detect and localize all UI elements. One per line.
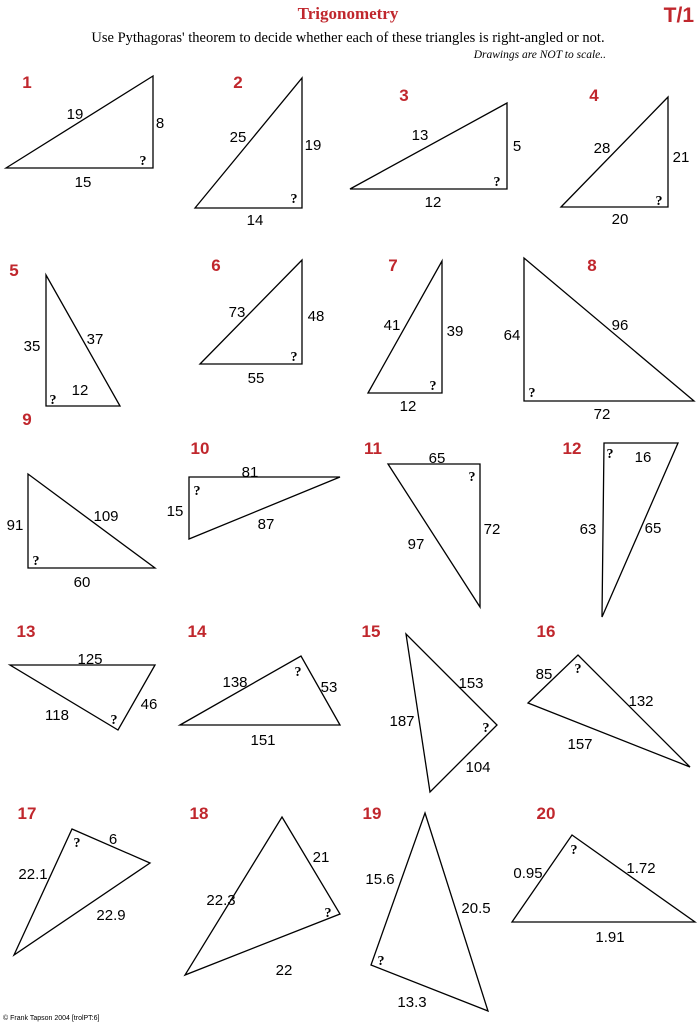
triangle-18 [185,804,340,979]
side-length-label: 16 [634,448,652,466]
angle-question-mark: ? [606,447,614,463]
triangle-number: 2 [233,73,243,92]
side-length-label: 109 [93,507,119,525]
angle-question-mark: ? [570,843,578,859]
triangle-7 [368,256,463,415]
triangle-number: 13 [16,622,36,641]
side-length-label: 65 [428,449,446,467]
side-length-label: 118 [45,706,69,724]
triangle-number: 9 [22,410,32,429]
triangle-shape [200,260,302,364]
side-length-label: 72 [593,405,611,423]
triangle-2 [195,73,321,229]
side-length-label: 22.3 [206,891,236,909]
triangle-shape [10,665,155,730]
triangle-14 [180,622,340,749]
triangle-number: 20 [536,804,556,823]
side-length-label: 12 [71,381,89,399]
side-length-label: 1.72 [626,859,656,877]
side-length-label: 53 [320,678,338,696]
side-length-label: 21 [672,148,690,166]
triangle-number: 11 [364,439,382,458]
side-length-label: 72 [483,520,501,538]
triangle-shape [350,103,507,189]
side-length-label: 55 [247,369,265,387]
side-length-label: 97 [407,535,425,553]
side-length-label: 81 [241,463,259,481]
triangle-20 [512,804,695,946]
triangle-shape [180,656,340,725]
side-length-label: 151 [250,731,276,749]
triangle-6 [200,256,324,387]
side-length-label: 138 [222,673,248,691]
angle-question-mark: ? [290,350,298,366]
instruction: Use Pythagoras' theorem to decide whether each of these triangles is right-angled or not. [91,30,605,46]
triangle-number: 15 [361,622,381,641]
side-length-label: 0.95 [513,864,543,882]
angle-question-mark: ? [429,379,437,395]
side-length-label: 6 [108,830,118,848]
side-length-label: 65 [644,519,662,537]
side-length-label: 104 [465,758,491,776]
side-length-label: 157 [567,735,593,753]
page-title: Trigonometry [297,4,399,23]
angle-question-mark: ? [139,154,147,170]
triangle-number: 17 [17,804,37,823]
side-length-label: 15 [166,502,184,520]
side-length-label: 60 [73,573,91,591]
triangle-number: 16 [536,622,556,641]
side-length-label: 64 [503,326,521,344]
triangle-shape [602,443,678,617]
angle-question-mark: ? [73,836,81,852]
side-length-label: 125 [77,650,103,668]
triangle-shape [14,829,150,955]
triangle-shape [388,464,480,607]
triangle-3 [350,86,521,211]
angle-question-mark: ? [294,665,302,681]
triangle-shape [28,474,155,568]
angle-question-mark: ? [32,554,40,570]
triangle-16 [528,622,690,767]
side-length-label: 22.1 [18,865,48,883]
triangle-19 [363,804,491,1011]
side-length-label: 12 [399,397,417,415]
side-length-label: 35 [23,337,41,355]
side-length-label: 132 [628,692,654,710]
triangle-4 [561,86,689,228]
triangle-number: 12 [562,439,582,458]
side-length-label: 14 [246,211,264,229]
angle-question-mark: ? [290,192,298,208]
side-length-label: 48 [307,307,325,325]
angle-question-mark: ? [49,393,57,409]
angle-question-mark: ? [110,713,118,729]
side-length-label: 20.5 [461,899,491,917]
side-length-label: 73 [228,303,246,321]
triangle-number: 8 [587,256,597,275]
side-length-label: 15.6 [365,870,395,888]
side-length-label: 41 [383,316,401,334]
triangle-shape [195,78,302,208]
side-length-label: 1.91 [595,928,625,946]
triangle-number: 5 [9,261,19,280]
side-length-label: 12 [424,193,442,211]
triangle-number: 18 [189,804,209,823]
angle-question-mark: ? [377,954,385,970]
side-length-label: 15 [74,173,92,191]
side-length-label: 21 [312,848,330,866]
side-length-label: 46 [140,695,158,713]
angle-question-mark: ? [655,194,663,210]
side-length-label: 8 [155,114,165,132]
triangle-11 [364,439,500,607]
triangle-15 [362,622,497,792]
triangle-1 [6,73,164,191]
triangle-number: 6 [211,256,221,275]
side-length-label: 22.9 [96,906,126,924]
triangle-number: 19 [362,804,382,823]
triangle-5 [9,261,120,408]
triangle-number: 4 [589,86,599,105]
angle-question-mark: ? [193,484,201,500]
side-length-label: 13.3 [397,993,427,1011]
angle-question-mark: ? [493,175,501,191]
triangle-number: 10 [190,439,210,458]
side-length-label: 85 [535,665,553,683]
triangle-8 [504,256,694,423]
side-length-label: 20 [611,210,629,228]
angle-question-mark: ? [468,470,476,486]
angle-question-mark: ? [482,721,490,737]
triangle-10 [167,439,340,539]
triangle-number: 7 [388,256,398,275]
side-length-label: 22 [275,961,293,979]
triangle-shape [524,258,694,401]
triangle-number: 3 [399,86,409,105]
side-length-label: 63 [579,520,597,538]
side-length-label: 19 [66,105,84,123]
angle-question-mark: ? [324,906,332,922]
triangle-shape [561,97,668,210]
copyright: © Frank Tapson 2004 [trolPT:6] [3,1015,100,1022]
triangle-number: 14 [187,622,207,641]
angle-question-mark: ? [574,662,582,678]
scale-note: Drawings are NOT to scale.. [473,49,606,61]
triangle-shape [368,261,442,393]
side-length-label: 13 [411,126,429,144]
side-length-label: 39 [446,322,464,340]
side-length-label: 25 [229,128,247,146]
side-length-label: 91 [6,516,24,534]
side-length-label: 5 [512,137,522,155]
triangle-12 [563,439,678,617]
triangle-13 [10,622,157,730]
angle-question-mark: ? [528,386,536,402]
triangle-set [6,73,695,1011]
side-length-label: 19 [304,136,322,154]
side-length-label: 87 [257,515,275,533]
side-length-label: 96 [611,316,629,334]
triangle-number: 1 [22,73,32,92]
side-length-label: 187 [389,712,415,730]
side-length-label: 153 [458,674,484,692]
triangle-9 [7,410,155,591]
side-length-label: 37 [86,330,104,348]
sheet-code: T/1 [663,4,694,27]
side-length-label: 28 [593,139,611,157]
triangle-17 [14,804,150,955]
